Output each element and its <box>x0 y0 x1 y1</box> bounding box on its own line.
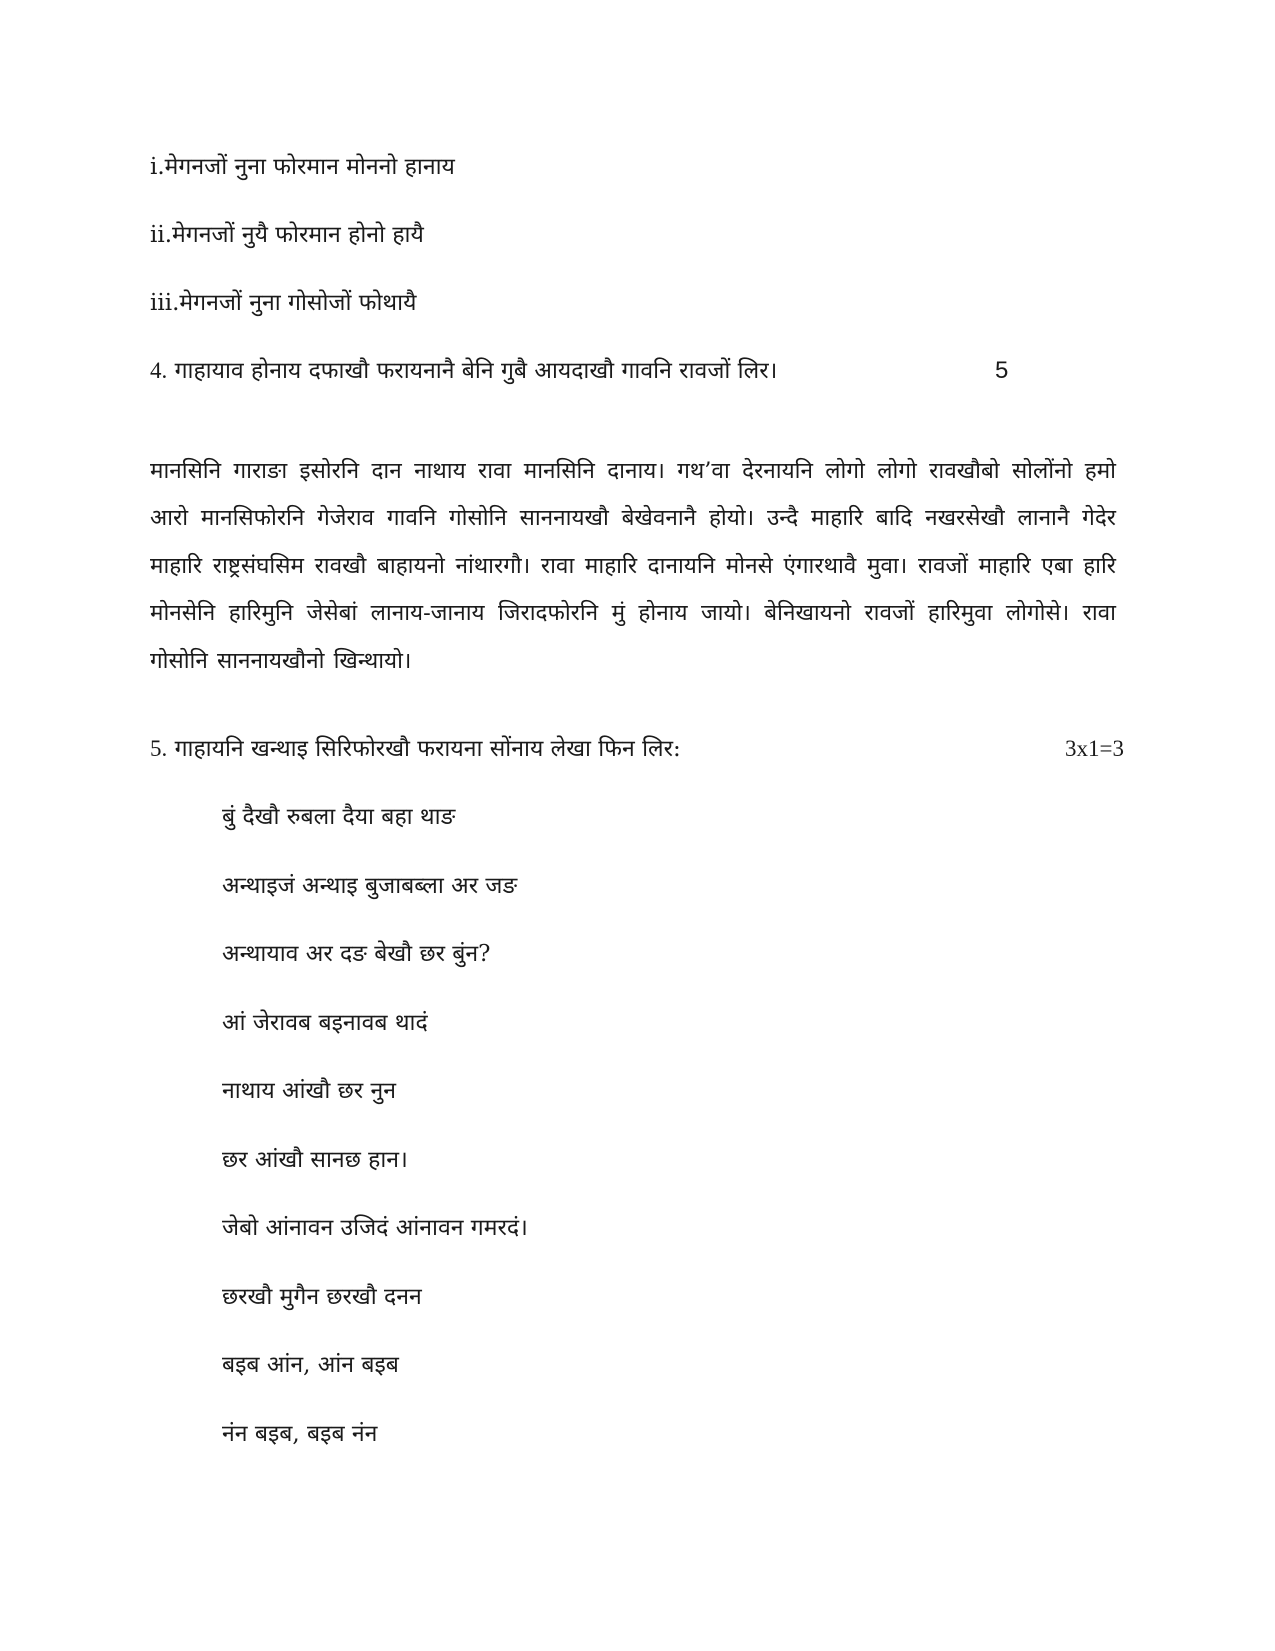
poem-line: अन्थायाव अर दङ बेखौ छर बुंन? <box>222 941 491 967</box>
option-label: ii. <box>150 222 173 248</box>
question-text: गाहायाव होनाय दफाखौ फरायनानै बेनि गुबै आयदाखौ गावनि रावजों लिर। <box>174 358 778 384</box>
question-marks: 3x1=3 <box>1065 736 1124 761</box>
poem-line: अन्थाइजं अन्थाइ बुजाबब्ला अर जङ <box>222 872 518 899</box>
option-label: iii. <box>150 290 180 316</box>
poem-line: बइब आंन, आंन बइब <box>222 1352 399 1378</box>
option-text: मेगनजों नुना फोरमान मोननो हानाय <box>164 154 455 180</box>
question-marks: 5 <box>995 357 1009 384</box>
option-ii <box>150 218 424 252</box>
question-number: 4. <box>150 358 168 383</box>
poem-line: नाथाय आंखौ छर नुन <box>222 1078 396 1104</box>
poem-line: बुं दैखौ रुबला दैया बहा थाङ <box>222 804 456 830</box>
option-iii <box>150 286 416 320</box>
question-4 <box>150 354 1020 388</box>
question-5 <box>150 732 1124 766</box>
poem-line: छर आंखौ सानछ हान। <box>222 1146 408 1173</box>
option-label: i. <box>150 154 165 180</box>
poem-stanza <box>222 800 528 1485</box>
poem-line: जेबो आंनावन उजिदं आंनावन गमरदं। <box>222 1215 528 1241</box>
poem-line: आं जेरावब बइनावब थादं <box>222 1009 428 1036</box>
question-number: 5. <box>150 736 168 761</box>
passage-paragraph: मानसिनि गाराङा इसोरनि दान नाथाय रावा मानसिनि दानाय। गथ’वा देरनायनि लोगो लोगो रावखौबो सोलोंनो हमो आरो मानसिफोरनि गेजेराव गावनि गोसोनि साननायखौ बेखेवनानै होयो। उन्दै माहारि बादि नखरसेखौ लानानै गेदेर माहारि राष्ट्रसंघसिम रावखौ बाहायनो नांथारगौ। रावा माहारि दानायनि मोनसे एंगारथावै मुवा। रावजों माहारि एबा हारि मोनसेनि हारिमुनि जेसेबां लानाय-जानाय जिरादफोरनि मुं होनाय जायो। बेनिखायनो रावजों हारिमुवा लोगोसे। रावा गोसोनि साननायखौनो खिन्थायो। <box>150 457 1116 674</box>
option-i <box>150 150 455 184</box>
poem-line: छरखौ मुगैन छरखौ दनन <box>222 1283 422 1310</box>
poem-line: नंन बइब, बइब नंन <box>222 1420 378 1447</box>
option-text: मेगनजों नुना गोसोजों फोथायै <box>179 290 417 316</box>
question-text: गाहायनि खन्थाइ सिरिफोरखौ फरायना सोंनाय लेखा फिन लिर: <box>174 736 681 762</box>
option-text: मेगनजों नुयै फोरमान होनो हायै <box>172 222 424 248</box>
